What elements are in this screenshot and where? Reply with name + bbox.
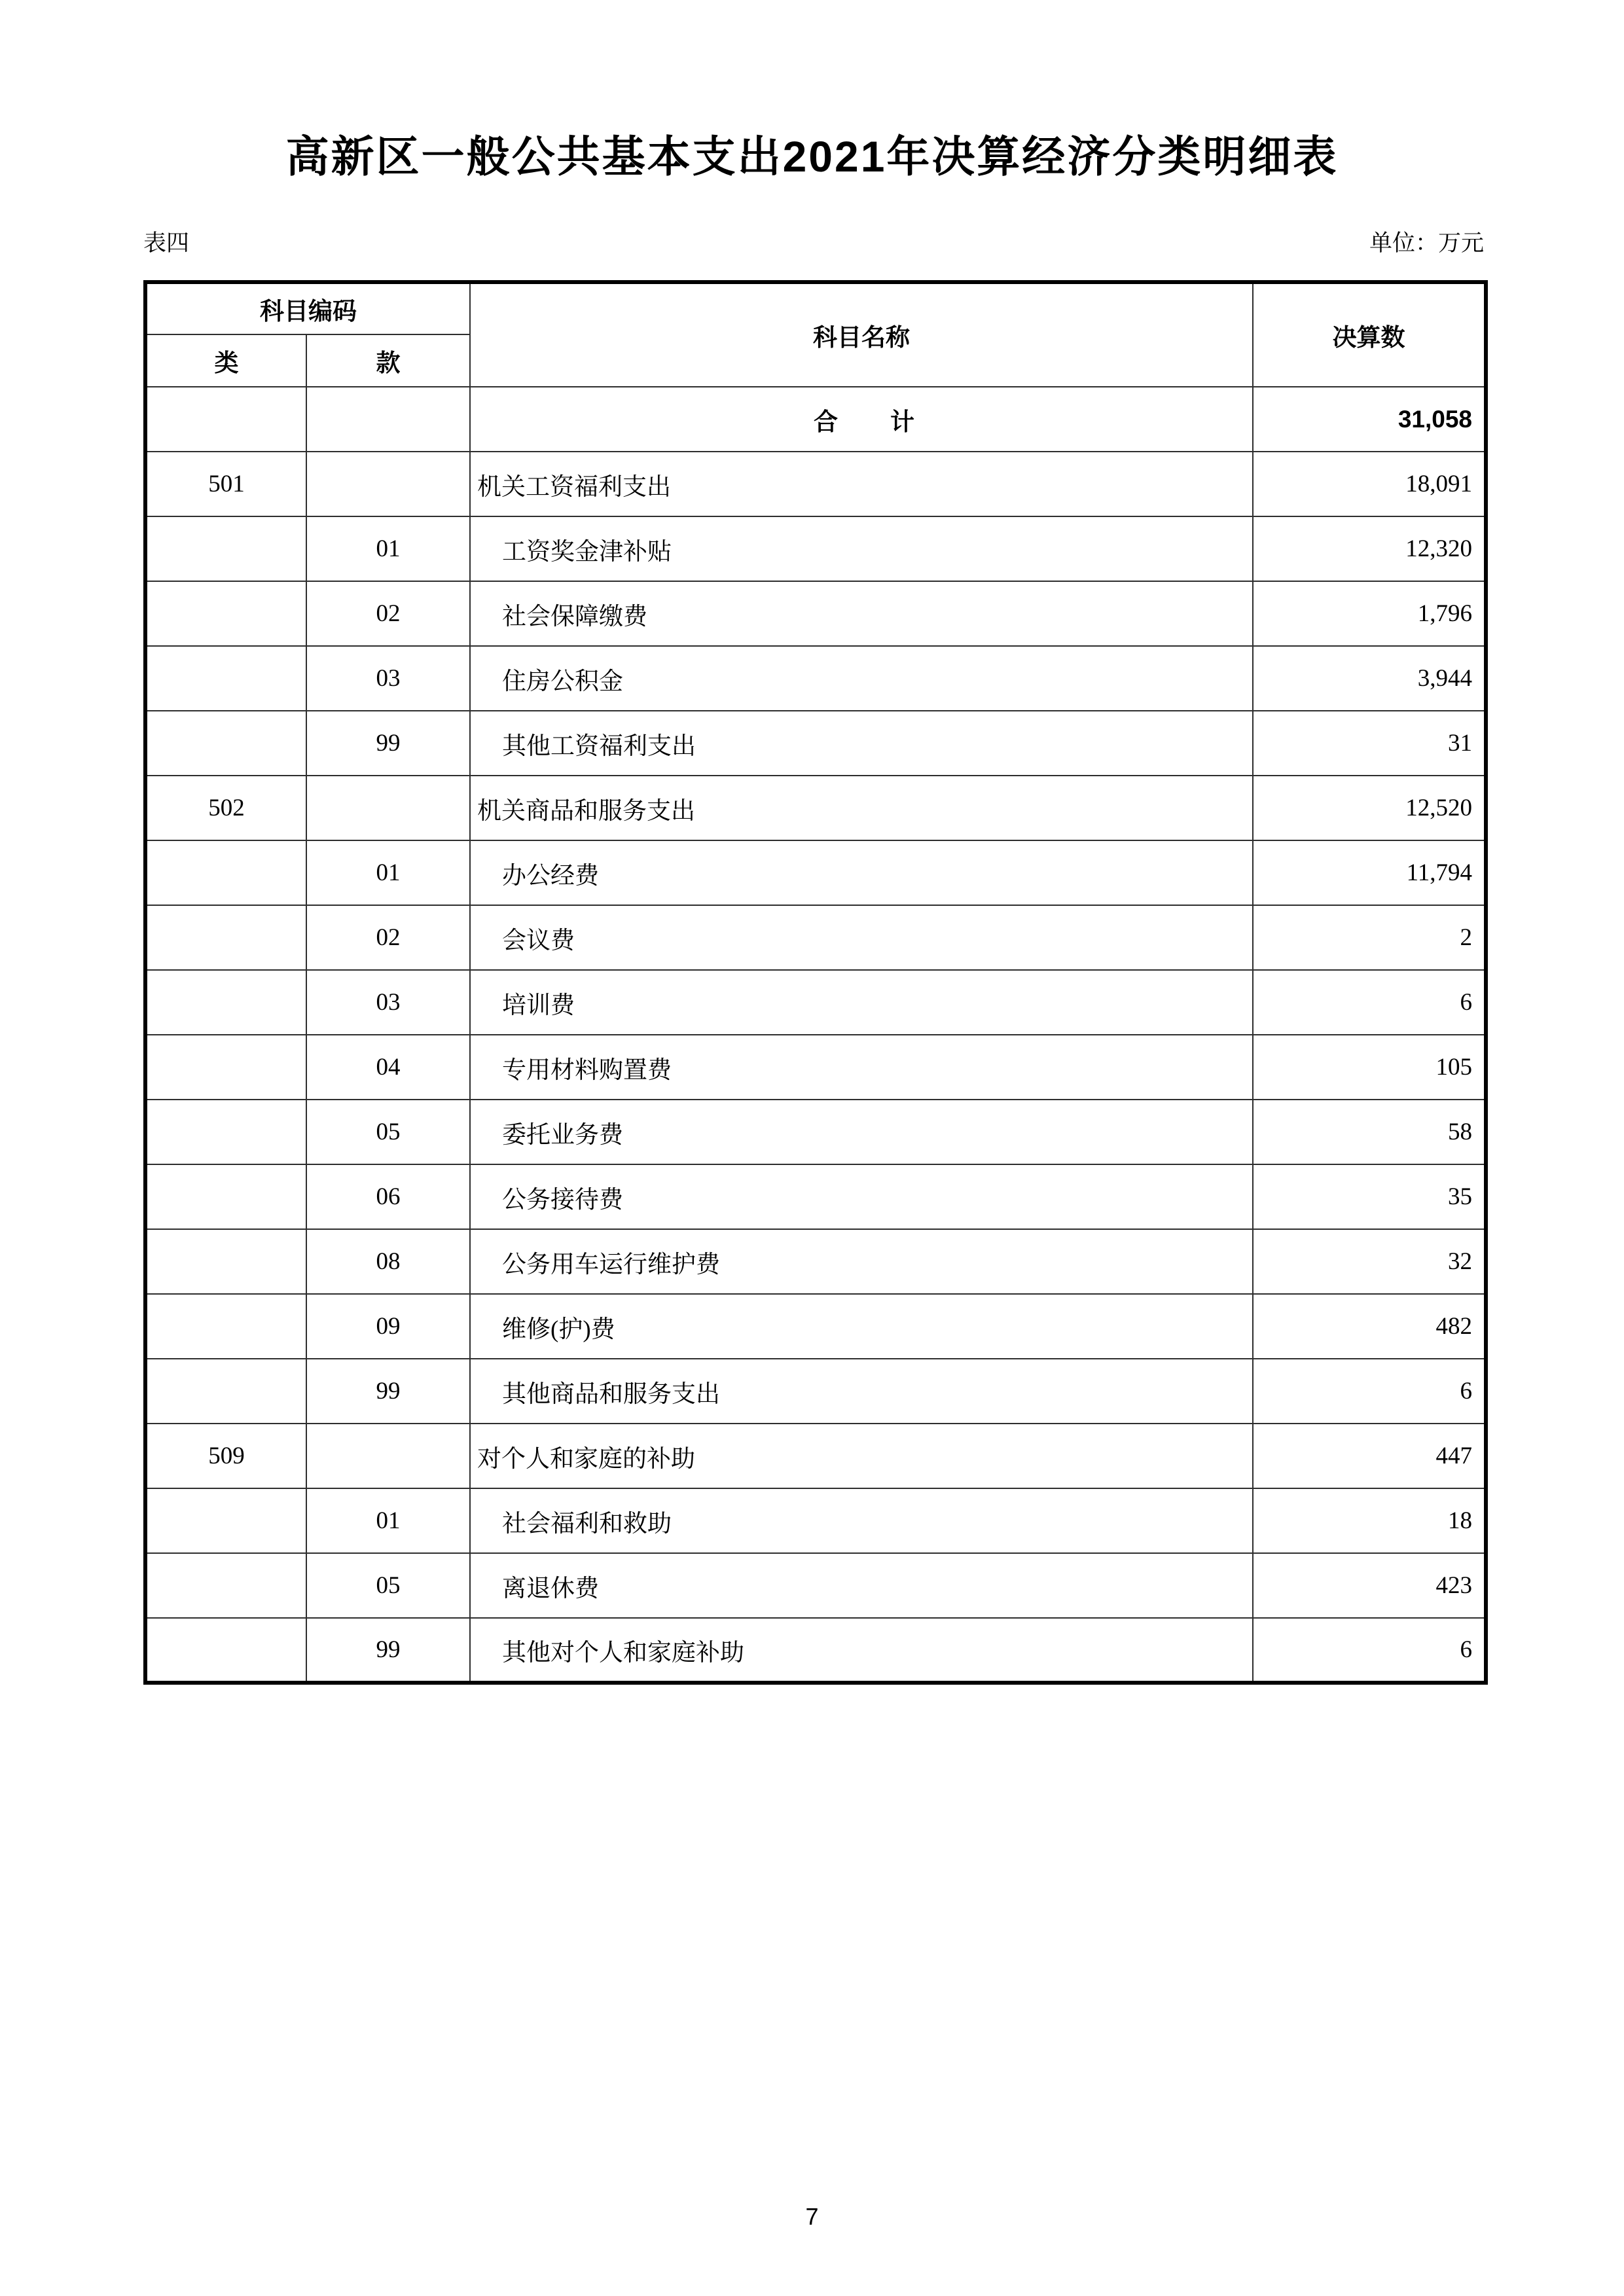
cell-amount: 447 bbox=[1253, 1424, 1486, 1488]
cell-subject-name: 公务接待费 bbox=[470, 1164, 1253, 1229]
table-row bbox=[145, 1035, 1486, 1100]
table-number-label: 表四 bbox=[143, 230, 190, 256]
cell-section-code: 01 bbox=[306, 840, 470, 905]
budget-table bbox=[143, 280, 1488, 1685]
table-row bbox=[145, 452, 1486, 516]
header-subject-code: 科目编码 bbox=[145, 282, 470, 334]
table-row bbox=[145, 646, 1486, 711]
table-row bbox=[145, 1553, 1486, 1618]
table-row bbox=[145, 1488, 1486, 1553]
cell-class-code bbox=[145, 1618, 306, 1683]
cell-section-code bbox=[306, 387, 470, 452]
cell-amount: 18 bbox=[1253, 1488, 1486, 1553]
cell-amount: 58 bbox=[1253, 1100, 1486, 1164]
cell-subject-name: 其他对个人和家庭补助 bbox=[470, 1618, 1253, 1683]
table-body bbox=[145, 387, 1486, 1683]
cell-subject-name: 机关商品和服务支出 bbox=[470, 776, 1253, 840]
header-subject-name: 科目名称 bbox=[470, 282, 1253, 387]
cell-class-code bbox=[145, 1100, 306, 1164]
unit-label: 单位：万元 bbox=[1369, 230, 1484, 256]
cell-subject-name: 专用材料购置费 bbox=[470, 1035, 1253, 1100]
cell-section-code: 09 bbox=[306, 1294, 470, 1359]
cell-class-code: 501 bbox=[145, 452, 306, 516]
cell-subject-name: 合 计 bbox=[470, 387, 1253, 452]
cell-amount: 32 bbox=[1253, 1229, 1486, 1294]
header-class-code: 类 bbox=[145, 334, 306, 387]
cell-section-code: 01 bbox=[306, 516, 470, 581]
cell-section-code: 01 bbox=[306, 1488, 470, 1553]
cell-subject-name: 维修(护)费 bbox=[470, 1294, 1253, 1359]
table-row bbox=[145, 1164, 1486, 1229]
table-row bbox=[145, 970, 1486, 1035]
table-row bbox=[145, 1100, 1486, 1164]
cell-amount: 1,796 bbox=[1253, 581, 1486, 646]
cell-class-code bbox=[145, 1229, 306, 1294]
cell-subject-name: 公务用车运行维护费 bbox=[470, 1229, 1253, 1294]
cell-section-code: 06 bbox=[306, 1164, 470, 1229]
cell-subject-name: 社会保障缴费 bbox=[470, 581, 1253, 646]
cell-section-code: 02 bbox=[306, 905, 470, 970]
table-row bbox=[145, 1424, 1486, 1488]
cell-amount: 423 bbox=[1253, 1553, 1486, 1618]
cell-section-code: 03 bbox=[306, 970, 470, 1035]
table-row bbox=[145, 840, 1486, 905]
cell-class-code bbox=[145, 646, 306, 711]
header-section-code: 款 bbox=[306, 334, 470, 387]
cell-subject-name: 培训费 bbox=[470, 970, 1253, 1035]
cell-amount: 11,794 bbox=[1253, 840, 1486, 905]
cell-subject-name: 会议费 bbox=[470, 905, 1253, 970]
cell-section-code: 99 bbox=[306, 1618, 470, 1683]
table-row bbox=[145, 387, 1486, 452]
table-row bbox=[145, 776, 1486, 840]
cell-amount: 35 bbox=[1253, 1164, 1486, 1229]
table-row bbox=[145, 516, 1486, 581]
cell-section-code bbox=[306, 1424, 470, 1488]
cell-section-code: 05 bbox=[306, 1553, 470, 1618]
cell-subject-name: 社会福利和救助 bbox=[470, 1488, 1253, 1553]
table-row bbox=[145, 711, 1486, 776]
cell-amount: 12,520 bbox=[1253, 776, 1486, 840]
cell-section-code: 02 bbox=[306, 581, 470, 646]
table-row bbox=[145, 1359, 1486, 1424]
cell-amount: 105 bbox=[1253, 1035, 1486, 1100]
cell-section-code: 03 bbox=[306, 646, 470, 711]
cell-section-code bbox=[306, 452, 470, 516]
table-row bbox=[145, 905, 1486, 970]
cell-class-code bbox=[145, 840, 306, 905]
header-final-amount: 决算数 bbox=[1253, 282, 1486, 387]
cell-class-code bbox=[145, 1359, 306, 1424]
cell-subject-name: 委托业务费 bbox=[470, 1100, 1253, 1164]
cell-class-code bbox=[145, 516, 306, 581]
cell-class-code bbox=[145, 1488, 306, 1553]
cell-section-code: 99 bbox=[306, 1359, 470, 1424]
cell-section-code: 08 bbox=[306, 1229, 470, 1294]
cell-subject-name: 其他商品和服务支出 bbox=[470, 1359, 1253, 1424]
cell-class-code bbox=[145, 387, 306, 452]
cell-amount: 6 bbox=[1253, 1618, 1486, 1683]
cell-subject-name: 离退休费 bbox=[470, 1553, 1253, 1618]
cell-class-code bbox=[145, 581, 306, 646]
table-row bbox=[145, 1294, 1486, 1359]
cell-amount: 3,944 bbox=[1253, 646, 1486, 711]
cell-amount: 18,091 bbox=[1253, 452, 1486, 516]
cell-class-code bbox=[145, 905, 306, 970]
cell-amount: 31 bbox=[1253, 711, 1486, 776]
cell-subject-name: 对个人和家庭的补助 bbox=[470, 1424, 1253, 1488]
cell-class-code: 509 bbox=[145, 1424, 306, 1488]
cell-subject-name: 机关工资福利支出 bbox=[470, 452, 1253, 516]
page-title: 高新区一般公共基本支出2021年决算经济分类明细表 bbox=[285, 132, 1339, 181]
table-row bbox=[145, 1618, 1486, 1683]
cell-amount: 6 bbox=[1253, 970, 1486, 1035]
cell-subject-name: 其他工资福利支出 bbox=[470, 711, 1253, 776]
cell-class-code bbox=[145, 1035, 306, 1100]
cell-section-code bbox=[306, 776, 470, 840]
cell-section-code: 04 bbox=[306, 1035, 470, 1100]
table-row bbox=[145, 1229, 1486, 1294]
cell-class-code bbox=[145, 711, 306, 776]
cell-subject-name: 工资奖金津补贴 bbox=[470, 516, 1253, 581]
cell-section-code: 05 bbox=[306, 1100, 470, 1164]
cell-class-code bbox=[145, 1553, 306, 1618]
cell-subject-name: 办公经费 bbox=[470, 840, 1253, 905]
table-header bbox=[145, 282, 1486, 387]
cell-class-code: 502 bbox=[145, 776, 306, 840]
cell-section-code: 99 bbox=[306, 711, 470, 776]
table-meta-row bbox=[143, 225, 1484, 258]
cell-amount: 482 bbox=[1253, 1294, 1486, 1359]
cell-amount: 2 bbox=[1253, 905, 1486, 970]
cell-class-code bbox=[145, 1294, 306, 1359]
cell-amount: 6 bbox=[1253, 1359, 1486, 1424]
table-row bbox=[145, 581, 1486, 646]
cell-class-code bbox=[145, 970, 306, 1035]
page-number: 7 bbox=[805, 2203, 819, 2230]
cell-amount: 31,058 bbox=[1253, 387, 1486, 452]
cell-amount: 12,320 bbox=[1253, 516, 1486, 581]
cell-subject-name: 住房公积金 bbox=[470, 646, 1253, 711]
cell-class-code bbox=[145, 1164, 306, 1229]
